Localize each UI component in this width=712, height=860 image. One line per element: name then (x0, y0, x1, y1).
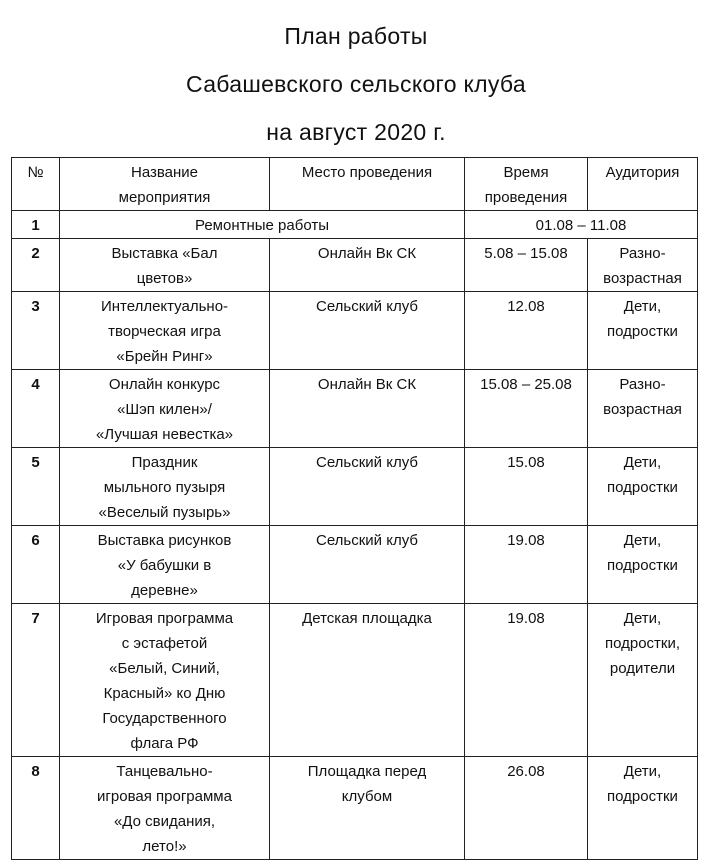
row-time: 19.08 (465, 526, 588, 604)
row-name-line: «Брейн Ринг» (116, 348, 213, 365)
row-name-line: Красный» ко Дню (103, 685, 226, 702)
header-time-line: проведения (484, 189, 568, 206)
header-audience: Аудитория (588, 158, 698, 211)
row-place-line: клубом (341, 788, 393, 805)
row-num: 6 (12, 526, 60, 604)
row-name (60, 448, 270, 526)
row-name-line: игровая программа (97, 788, 232, 805)
row-place: Сельский клуб (270, 292, 465, 370)
header-num: № (12, 158, 60, 211)
header-name-line: мероприятия (118, 189, 211, 206)
table-row (12, 448, 698, 526)
row-audience (588, 292, 698, 370)
header-place: Место проведения (270, 158, 465, 211)
row-num: 2 (12, 239, 60, 292)
row-audience (588, 370, 698, 448)
row-num: 5 (12, 448, 60, 526)
row-audience (588, 604, 698, 757)
row-name-line: «У бабушки в (117, 557, 212, 574)
row-audience (588, 239, 698, 292)
table-row (12, 526, 698, 604)
row-audience (588, 526, 698, 604)
row-name-line: Онлайн конкурс (108, 376, 221, 393)
row-name (60, 292, 270, 370)
table-row (12, 757, 698, 860)
row-num: 4 (12, 370, 60, 448)
row-audience-line: Дети, (623, 532, 662, 549)
row-name (60, 604, 270, 757)
row-name-line: Танцевально- (116, 763, 213, 780)
table-header-row (12, 158, 698, 211)
table-row (12, 292, 698, 370)
row-audience-line: Дети, (623, 763, 662, 780)
row-audience (588, 757, 698, 860)
row-audience-line: Дети, (623, 298, 662, 315)
row-time: 12.08 (465, 292, 588, 370)
row-place: Сельский клуб (270, 448, 465, 526)
title-line-3: на август 2020 г. (266, 119, 446, 145)
row-time: 15.08 (465, 448, 588, 526)
row-name-line: с эстафетой (121, 635, 208, 652)
row-audience-line: Дети, (623, 454, 662, 471)
header-name-line: Название (130, 164, 199, 181)
row-name (60, 526, 270, 604)
row-num: 1 (12, 211, 60, 239)
row-audience-line: Дети, (623, 610, 662, 627)
row-name-line: «Веселый пузырь» (98, 504, 231, 521)
row-audience-line: Разно- (619, 245, 666, 262)
table-row (12, 370, 698, 448)
row-name-line: «Лучшая невестка» (95, 426, 234, 443)
row-name-line: флага РФ (130, 735, 199, 752)
row-name (60, 370, 270, 448)
row-place (270, 757, 465, 860)
row-time: 01.08 – 11.08 (465, 211, 698, 239)
row-num: 8 (12, 757, 60, 860)
row-place: Сельский клуб (270, 526, 465, 604)
row-name-line: мыльного пузыря (103, 479, 226, 496)
row-place: Онлайн Вк СК (270, 370, 465, 448)
row-name (60, 757, 270, 860)
row-audience-line: возрастная (603, 401, 682, 418)
row-num: 3 (12, 292, 60, 370)
row-name (60, 239, 270, 292)
row-time: 5.08 – 15.08 (465, 239, 588, 292)
row-name-line: Выставка «Бал (111, 245, 218, 262)
title-line-1: План работы (284, 23, 428, 49)
row-name-line: Праздник (131, 454, 198, 471)
row-audience-line: подростки (607, 788, 678, 805)
plan-table (11, 157, 698, 860)
row-name-line: Выставка рисунков (97, 532, 232, 549)
row-audience-line: подростки, (604, 635, 681, 652)
row-name-line: лето!» (142, 838, 187, 855)
row-name-line: «До свидания, (113, 813, 216, 830)
table-row (12, 239, 698, 292)
row-time: 15.08 – 25.08 (465, 370, 588, 448)
row-time: 19.08 (465, 604, 588, 757)
row-num: 7 (12, 604, 60, 757)
row-name-line: деревне» (131, 582, 198, 599)
row-audience (588, 448, 698, 526)
row-audience-line: подростки (607, 479, 678, 496)
document-title (0, 12, 712, 156)
row-place-line: Площадка перед (307, 763, 427, 780)
row-name-line: «Белый, Синий, (109, 660, 220, 677)
row-audience-line: родители (609, 660, 676, 677)
header-time-line: Время (503, 164, 549, 181)
row-name-line: цветов» (136, 270, 193, 287)
row-name-line: «Шэп килен»/ (117, 401, 212, 418)
table-row (12, 604, 698, 757)
row-audience-line: подростки (607, 557, 678, 574)
row-name-line: Игровая программа (95, 610, 234, 627)
row-time: 26.08 (465, 757, 588, 860)
row-name-line: творческая игра (108, 323, 221, 340)
row-name: Ремонтные работы (60, 211, 465, 239)
row-audience-line: Разно- (619, 376, 666, 393)
row-place: Онлайн Вк СК (270, 239, 465, 292)
header-name (60, 158, 270, 211)
row-audience-line: подростки (607, 323, 678, 340)
row-place: Детская площадка (270, 604, 465, 757)
row-name-line: Государственного (102, 710, 227, 727)
header-time (465, 158, 588, 211)
row-name-line: Интеллектуально- (100, 298, 229, 315)
title-line-2: Сабашевского сельского клуба (186, 71, 526, 97)
table-row (12, 211, 698, 239)
row-audience-line: возрастная (603, 270, 682, 287)
